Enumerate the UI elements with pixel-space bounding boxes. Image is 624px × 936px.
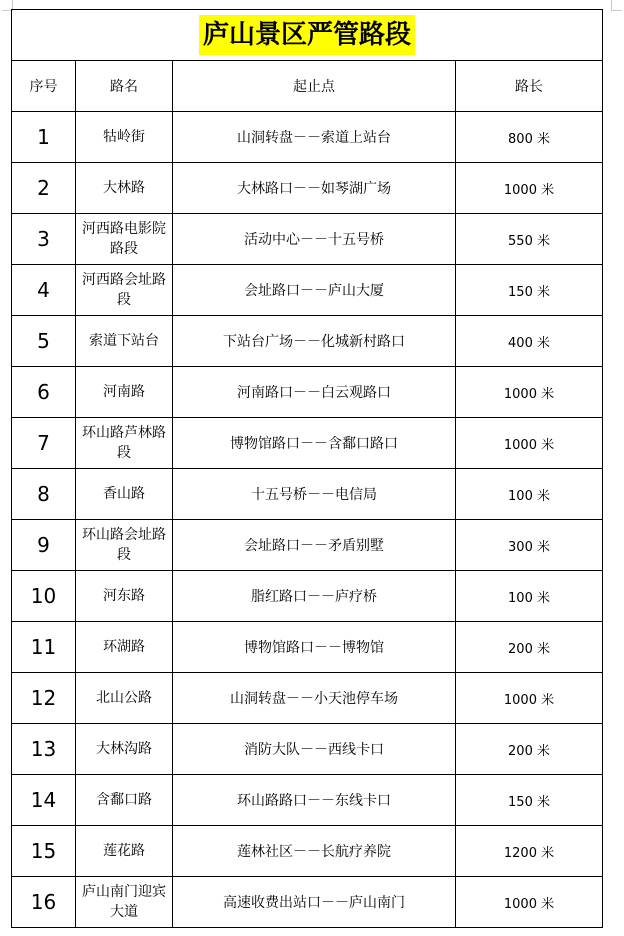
table-row bbox=[12, 520, 603, 571]
road-range: 莲林社区－－长航疗养院 bbox=[173, 826, 456, 877]
road-name: 河西路会址路段 bbox=[76, 265, 173, 316]
header-length: 路长 bbox=[456, 61, 603, 112]
road-name: 牯岭街 bbox=[76, 112, 173, 163]
road-range: 会址路口－－庐山大厦 bbox=[173, 265, 456, 316]
road-range: 山洞转盘－－小天池停车场 bbox=[173, 673, 456, 724]
road-range: 下站台广场－－化城新村路口 bbox=[173, 316, 456, 367]
road-name: 环湖路 bbox=[76, 622, 173, 673]
road-length: 550 米 bbox=[456, 214, 603, 265]
road-length: 200 米 bbox=[456, 724, 603, 775]
road-length: 150 米 bbox=[456, 265, 603, 316]
road-length: 800 米 bbox=[456, 112, 603, 163]
road-name: 环山路会址路段 bbox=[76, 520, 173, 571]
road-name: 香山路 bbox=[76, 469, 173, 520]
road-range: 山洞转盘－－索道上站台 bbox=[173, 112, 456, 163]
road-name: 河西路电影院路段 bbox=[76, 214, 173, 265]
title-row bbox=[12, 10, 603, 61]
road-length: 1000 米 bbox=[456, 367, 603, 418]
row-index: 3 bbox=[12, 214, 76, 265]
road-length: 400 米 bbox=[456, 316, 603, 367]
road-length: 200 米 bbox=[456, 622, 603, 673]
road-name: 莲花路 bbox=[76, 826, 173, 877]
table-row bbox=[12, 877, 603, 928]
road-range: 脂红路口－－庐疗桥 bbox=[173, 571, 456, 622]
row-index: 1 bbox=[12, 112, 76, 163]
page-corner-mark bbox=[611, 0, 622, 11]
table-row bbox=[12, 112, 603, 163]
row-index: 11 bbox=[12, 622, 76, 673]
road-length: 300 米 bbox=[456, 520, 603, 571]
road-name: 庐山南门迎宾大道 bbox=[76, 877, 173, 928]
row-index: 5 bbox=[12, 316, 76, 367]
header-name: 路名 bbox=[76, 61, 173, 112]
title-cell bbox=[12, 10, 603, 61]
road-name: 河南路 bbox=[76, 367, 173, 418]
road-range: 消防大队－－西线卡口 bbox=[173, 724, 456, 775]
road-length: 1000 米 bbox=[456, 673, 603, 724]
road-name: 大林路 bbox=[76, 163, 173, 214]
table-row bbox=[12, 163, 603, 214]
road-name: 环山路芦林路段 bbox=[76, 418, 173, 469]
table-row bbox=[12, 775, 603, 826]
table-row bbox=[12, 214, 603, 265]
restricted-roads-table bbox=[11, 9, 603, 928]
table-row bbox=[12, 316, 603, 367]
row-index: 10 bbox=[12, 571, 76, 622]
road-name: 索道下站台 bbox=[76, 316, 173, 367]
road-length: 1000 米 bbox=[456, 163, 603, 214]
table-row bbox=[12, 724, 603, 775]
header-index: 序号 bbox=[12, 61, 76, 112]
table-row bbox=[12, 673, 603, 724]
road-length: 150 米 bbox=[456, 775, 603, 826]
row-index: 13 bbox=[12, 724, 76, 775]
page-title: 庐山景区严管路段 bbox=[199, 15, 415, 55]
road-range: 活动中心－－十五号桥 bbox=[173, 214, 456, 265]
road-range: 高速收费出站口－－庐山南门 bbox=[173, 877, 456, 928]
header-range: 起止点 bbox=[173, 61, 456, 112]
row-index: 9 bbox=[12, 520, 76, 571]
row-index: 6 bbox=[12, 367, 76, 418]
road-range: 河南路口－－白云观路口 bbox=[173, 367, 456, 418]
road-length: 100 米 bbox=[456, 469, 603, 520]
road-length: 100 米 bbox=[456, 571, 603, 622]
road-length: 1000 米 bbox=[456, 418, 603, 469]
row-index: 7 bbox=[12, 418, 76, 469]
road-name: 北山公路 bbox=[76, 673, 173, 724]
road-name: 含鄱口路 bbox=[76, 775, 173, 826]
road-range: 环山路路口－－东线卡口 bbox=[173, 775, 456, 826]
road-range: 博物馆路口－－博物馆 bbox=[173, 622, 456, 673]
road-range: 十五号桥－－电信局 bbox=[173, 469, 456, 520]
table-row bbox=[12, 418, 603, 469]
row-index: 2 bbox=[12, 163, 76, 214]
road-length: 1200 米 bbox=[456, 826, 603, 877]
road-range: 博物馆路口－－含鄱口路口 bbox=[173, 418, 456, 469]
road-name: 河东路 bbox=[76, 571, 173, 622]
row-index: 8 bbox=[12, 469, 76, 520]
row-index: 14 bbox=[12, 775, 76, 826]
road-range: 会址路口－－矛盾别墅 bbox=[173, 520, 456, 571]
road-name: 大林沟路 bbox=[76, 724, 173, 775]
table-row bbox=[12, 571, 603, 622]
row-index: 15 bbox=[12, 826, 76, 877]
table-row bbox=[12, 265, 603, 316]
row-index: 12 bbox=[12, 673, 76, 724]
road-range: 大林路口－－如琴湖广场 bbox=[173, 163, 456, 214]
row-index: 16 bbox=[12, 877, 76, 928]
table-row bbox=[12, 367, 603, 418]
road-length: 1000 米 bbox=[456, 877, 603, 928]
table-row bbox=[12, 469, 603, 520]
table-row bbox=[12, 622, 603, 673]
table-row bbox=[12, 826, 603, 877]
row-index: 4 bbox=[12, 265, 76, 316]
header-row bbox=[12, 61, 603, 112]
